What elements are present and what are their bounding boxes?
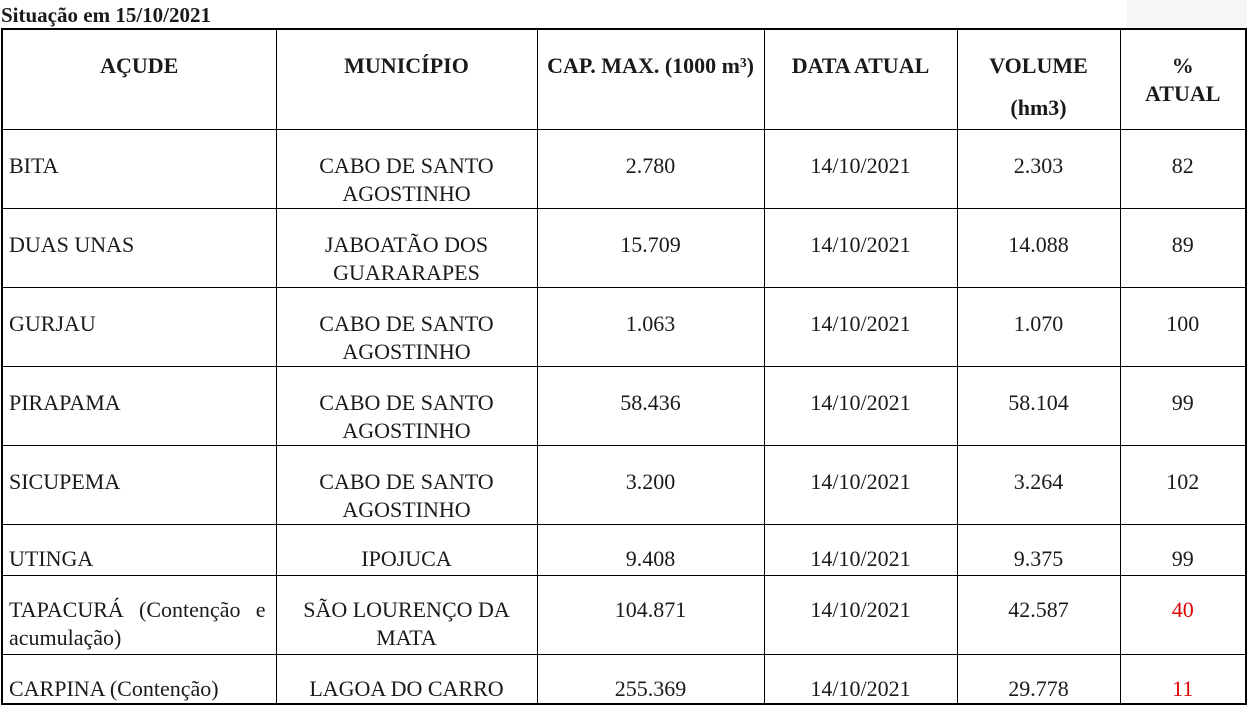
cell-pct-atual-alert: 11 [1120, 654, 1246, 704]
cell-data-atual: 14/10/2021 [764, 445, 957, 524]
table-row [2, 287, 1246, 366]
cell-municipio: CABO DE SANTO AGOSTINHO [276, 366, 537, 445]
header-pct-label: ATUAL [1145, 81, 1221, 106]
cell-data-atual: 14/10/2021 [764, 287, 957, 366]
header-acude: AÇUDE [2, 29, 276, 129]
cell-municipio: SÃO LOURENÇO DA MATA [276, 575, 537, 654]
cell-volume: 14.088 [957, 208, 1120, 287]
cell-data-atual: 14/10/2021 [764, 654, 957, 704]
cell-volume: 1.070 [957, 287, 1120, 366]
cell-volume: 9.375 [957, 524, 1120, 575]
cell-acude: BITA [2, 129, 276, 208]
cell-data-atual: 14/10/2021 [764, 208, 957, 287]
cell-municipio: CABO DE SANTO AGOSTINHO [276, 445, 537, 524]
header-volume-label: VOLUME [989, 53, 1088, 78]
table-row [2, 445, 1246, 524]
cell-pct-atual: 89 [1120, 208, 1246, 287]
cell-cap-max: 58.436 [537, 366, 764, 445]
cell-cap-max: 2.780 [537, 129, 764, 208]
cell-data-atual: 14/10/2021 [764, 524, 957, 575]
cell-cap-max: 15.709 [537, 208, 764, 287]
table-row [2, 208, 1246, 287]
cell-pct-atual: 99 [1120, 524, 1246, 575]
cell-volume: 2.303 [957, 129, 1120, 208]
cell-acude: PIRAPAMA [2, 366, 276, 445]
table-row [2, 366, 1246, 445]
header-data-atual: DATA ATUAL [764, 29, 957, 129]
cell-data-atual: 14/10/2021 [764, 366, 957, 445]
table-row [2, 575, 1246, 654]
table-row [2, 129, 1246, 208]
cell-cap-max: 9.408 [537, 524, 764, 575]
cell-volume: 29.778 [957, 654, 1120, 704]
cell-acude: CARPINA (Contenção) [2, 654, 276, 704]
cell-acude: TAPACURÁ (Contenção e acumulação) [2, 575, 276, 654]
cell-pct-atual: 99 [1120, 366, 1246, 445]
header-pct-symbol: % [1171, 53, 1194, 78]
cell-cap-max: 3.200 [537, 445, 764, 524]
table-header-row [2, 29, 1246, 129]
table-row [2, 654, 1246, 704]
cell-acude: SICUPEMA [2, 445, 276, 524]
top-right-strip [1127, 0, 1247, 28]
cell-volume: 3.264 [957, 445, 1120, 524]
cell-volume: 42.587 [957, 575, 1120, 654]
cell-data-atual: 14/10/2021 [764, 575, 957, 654]
header-volume-unit: (hm3) [1010, 95, 1067, 120]
cell-data-atual: 14/10/2021 [764, 129, 957, 208]
cell-pct-atual: 102 [1120, 445, 1246, 524]
cell-acude: UTINGA [2, 524, 276, 575]
cell-municipio: CABO DE SANTO AGOSTINHO [276, 287, 537, 366]
header-municipio: MUNICÍPIO [276, 29, 537, 129]
cell-cap-max: 1.063 [537, 287, 764, 366]
cell-municipio: LAGOA DO CARRO [276, 654, 537, 704]
cell-municipio: IPOJUCA [276, 524, 537, 575]
cell-cap-max: 104.871 [537, 575, 764, 654]
header-pct-atual [1120, 29, 1246, 129]
table-row [2, 524, 1246, 575]
cell-acude: DUAS UNAS [2, 208, 276, 287]
cell-pct-atual: 82 [1120, 129, 1246, 208]
header-volume [957, 29, 1120, 129]
cell-cap-max: 255.369 [537, 654, 764, 704]
reservoir-table [1, 28, 1247, 705]
cell-pct-atual-alert: 40 [1120, 575, 1246, 654]
situation-date-heading: Situação em 15/10/2021 [1, 3, 211, 27]
header-cap-max: CAP. MAX. (1000 m³) [537, 29, 764, 129]
cell-pct-atual: 100 [1120, 287, 1246, 366]
cell-volume: 58.104 [957, 366, 1120, 445]
cell-acude: GURJAU [2, 287, 276, 366]
cell-municipio: CABO DE SANTO AGOSTINHO [276, 129, 537, 208]
cell-municipio: JABOATÃO DOS GUARARAPES [276, 208, 537, 287]
